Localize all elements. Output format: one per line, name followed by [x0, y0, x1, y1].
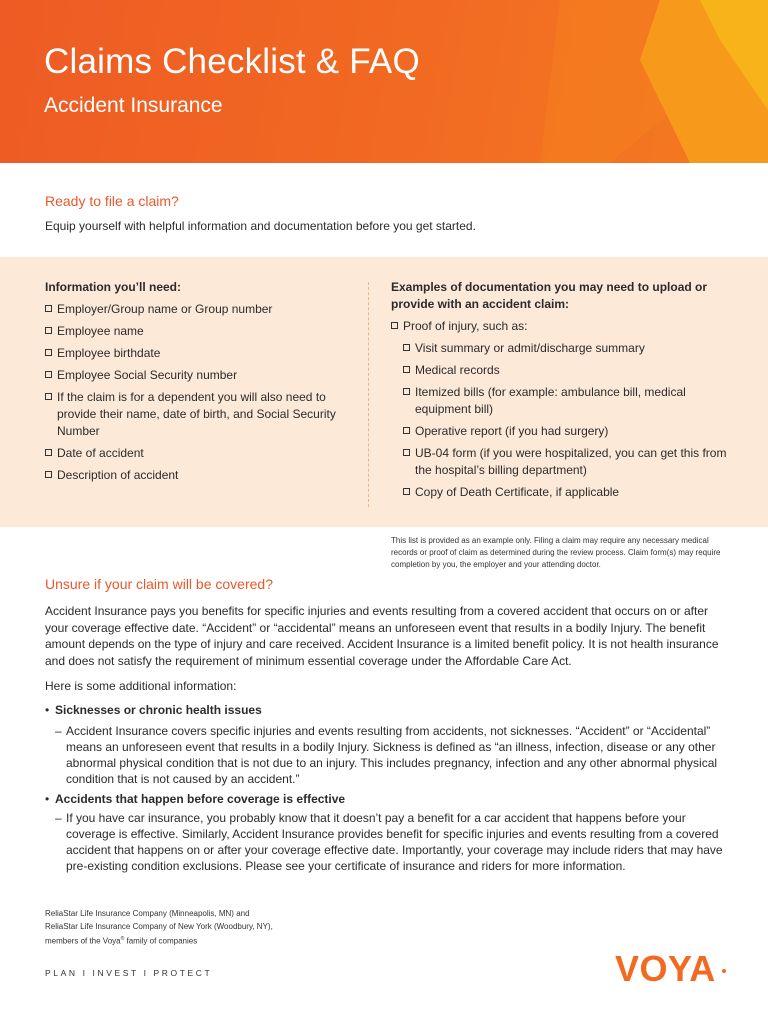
- checklist-item: Employee Social Security number: [45, 367, 345, 384]
- ready-intro: Equip yourself with helpful information and documentation before you get started.: [45, 219, 476, 233]
- coverage-paragraph: Accident Insurance pays you benefits for specific injuries and events resulting from a covered accident that occurs on or after your coverage effective date. “Accident” or “accidental” means an unforeseen event that results in a bodily Injury. The benefit amount depends on the type of injury and care received. Accident Insurance is a limited benefit policy. It is not health insurance and does not satisfy the requirement of minimum essential coverage under the Affordable Care Act.: [45, 604, 719, 668]
- checklist-item: Date of accident: [45, 445, 345, 462]
- logo-dot-icon: [722, 969, 726, 973]
- checklist-disclaimer: This list is provided as an example only. Filing a claim may require any necessary medical records or proof of claim as determined during the review process. Claim form(s) may require completion by you, the employer and your attending doctor.: [391, 536, 721, 569]
- checklist-item: Proof of injury, such as:: [391, 318, 731, 335]
- unsure-heading: Unsure if your claim will be covered?: [45, 576, 273, 592]
- checklist-item: Employee name: [45, 323, 345, 340]
- checkbox-icon: [403, 427, 410, 434]
- bullet-sickness-title: • Sicknesses or chronic health issues: [45, 703, 262, 717]
- checkbox-icon: [403, 366, 410, 373]
- bullet-icon: •: [45, 703, 50, 717]
- dash-icon: –: [55, 724, 62, 738]
- checklist-item: If the claim is for a dependent you will also need to provide their name, date of birth, and Social Security Number: [45, 389, 345, 440]
- bullet-before-coverage-title: • Accidents that happen before coverage is effective: [45, 792, 346, 806]
- voya-logo: VOYA: [615, 948, 716, 989]
- ready-heading: Ready to file a claim?: [45, 193, 179, 209]
- checkbox-icon: [45, 449, 52, 456]
- bullet-sickness-text: – Accident Insurance covers specific injuries and events resulting from accidents, not sicknesses. “Accident” or “Accidental” means an unforeseen event that results in a bodily Injury. Sickness is defined as “an illness, infection, disease or any other abnormal physical condition that is not due to an injury. This includes pregnancy, infection and any other abnormal physical condition that is not caused by an accident.”: [55, 724, 718, 786]
- documentation-heading: Examples of documentation you may need to upload or provide with an accident claim:: [391, 280, 708, 311]
- info-needed-column: [45, 279, 345, 489]
- checklist-item: Description of accident: [45, 467, 345, 484]
- header-banner: [0, 0, 768, 163]
- checklist-subitem: Medical records: [403, 362, 731, 379]
- panel-divider: [368, 282, 369, 507]
- checklist-item: Employee birthdate: [45, 345, 345, 362]
- checkbox-icon: [403, 344, 410, 351]
- checklist-subitem: Itemized bills (for example: ambulance bill, medical equipment bill): [403, 384, 731, 418]
- additional-info-intro: Here is some additional information:: [45, 679, 237, 693]
- info-needed-heading: Information you’ll need:: [45, 280, 182, 294]
- checklist-subitem: Operative report (if you had surgery): [403, 423, 731, 440]
- documentation-column: [391, 279, 731, 506]
- checkbox-icon: [403, 449, 410, 456]
- checkbox-icon: [45, 393, 52, 400]
- tagline: PLAN I INVEST I PROTECT: [45, 968, 213, 978]
- checklist-subitem: Visit summary or admit/discharge summary: [403, 340, 731, 357]
- bullet-icon: •: [45, 792, 50, 806]
- checkbox-icon: [45, 349, 52, 356]
- checklist-subitem: Copy of Death Certificate, if applicable: [403, 484, 731, 501]
- checklist-panel: [0, 257, 768, 527]
- company-info: ReliaStar Life Insurance Company (Minneapolis, MN) and ReliaStar Life Insurance Company of New York (Woodbury, NY), members of the Voya® family of companies: [45, 909, 273, 946]
- checkbox-icon: [45, 327, 52, 334]
- checkbox-icon: [403, 488, 410, 495]
- checkbox-icon: [403, 388, 410, 395]
- checklist-subitem: UB-04 form (if you were hospitalized, you can get this from the hospital’s billing department): [403, 445, 731, 479]
- page-title: Claims Checklist & FAQ: [44, 42, 420, 81]
- checkbox-icon: [45, 305, 52, 312]
- bullet-before-coverage-text: – If you have car insurance, you probably know that it doesn’t pay a benefit for a car accident that happens before your coverage is effective. Similarly, Accident Insurance provides benefit for specific injuries and events resulting from a covered accident that happens on or after your coverage effective date. Importantly, your coverage may include riders that may have pre-existing condition exclusions. Please see your certificate of insurance and riders for more information.: [55, 811, 723, 873]
- checkbox-icon: [45, 471, 52, 478]
- checklist-item: Employer/Group name or Group number: [45, 301, 345, 318]
- checkbox-icon: [45, 371, 52, 378]
- checkbox-icon: [391, 322, 398, 329]
- page-subtitle: Accident Insurance: [44, 94, 223, 117]
- dash-icon: –: [55, 811, 62, 825]
